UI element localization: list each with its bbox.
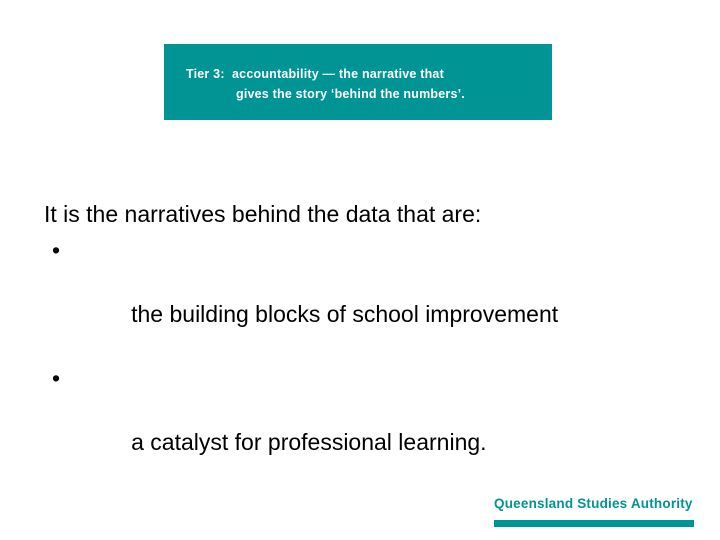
slide-body [44, 198, 684, 490]
organisation-name: Queensland Studies Authority [494, 496, 693, 511]
bullet-list [44, 234, 684, 490]
title-banner-text [186, 64, 542, 104]
list-item [44, 234, 684, 362]
title-banner [164, 44, 552, 120]
title-banner-line-1: Tier 3: accountability — the narrative that [186, 67, 444, 81]
logo-bar-decoration [494, 520, 694, 527]
footer-logo [494, 496, 704, 530]
body-lead-text: It is the narratives behind the data that are: [44, 201, 482, 227]
title-banner-line-2: gives the story ‘behind the numbers’. [236, 87, 465, 101]
bullet-marker-icon: • [52, 237, 61, 263]
bullet-marker-icon: • [52, 365, 61, 391]
list-item [44, 362, 684, 490]
bullet-text: a catalyst for professional learning. [131, 429, 487, 455]
bullet-text: the building blocks of school improvement [131, 301, 559, 327]
